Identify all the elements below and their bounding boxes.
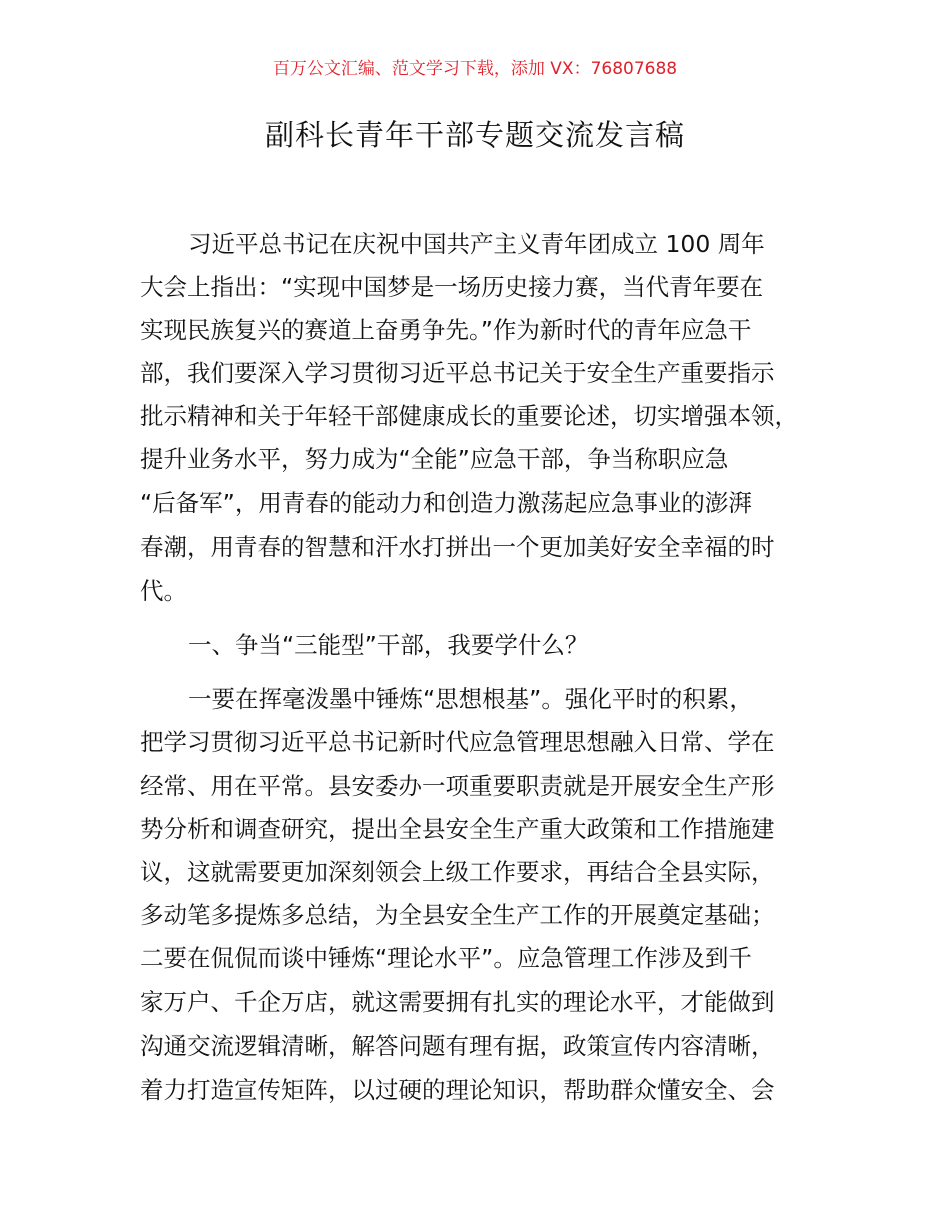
paragraph-intro-line: 代。 [140,577,187,605]
paragraph-section1-line: 沟通交流逻辑清晰，解答问题有理有据，政策宣传内容清晰， [140,1032,775,1060]
paragraph-intro-line: 实现民族复兴的赛道上奋勇争先。”作为新时代的青年应急干 [140,316,752,344]
paragraph-section1-line: 把学习贯彻习近平总书记新时代应急管理思想融入日常、学在 [140,728,775,756]
paragraph-section1-line: 家万户、千企万店，就这需要拥有扎实的理论水平，才能做到 [140,988,775,1016]
paragraph-section1-line: 二要在侃侃而谈中锤炼“理论水平”。应急管理工作涉及到千 [140,944,752,972]
paragraph-intro-line: 提升业务水平，努力成为“全能”应急干部，争当称职应急 [140,445,729,473]
paragraph-intro-line: 春潮，用青春的智慧和汗水打拼出一个更加美好安全幸福的时 [140,533,775,561]
watermark-banner: 百万公文汇编、范文学习下载，添加 VX：76807688 [272,59,678,79]
paragraph-section1-line: 着力打造宣传矩阵，以过硬的理论知识，帮助群众懂安全、会 [140,1076,775,1104]
paragraph-intro-line: 批示精神和关于年轻干部健康成长的重要论述，切实增强本领， [140,402,798,430]
paragraph-intro-line: 大会上指出：“实现中国梦是一场历史接力赛，当代青年要在 [140,273,764,301]
paragraph-intro-line: 部，我们要深入学习贯彻习近平总书记关于安全生产重要指示 [140,359,775,387]
paragraph-intro-line: “后备军”，用青春的能动力和创造力激荡起应急事业的澎湃 [140,489,752,517]
paragraph-section1-line: 经常、用在平常。县安委办一项重要职责就是开展安全生产形 [140,772,775,800]
paragraph-section1-line: 议，这就需要更加深刻领会上级工作要求，再结合全县实际， [140,858,775,886]
paragraph-section1-line: 一要在挥毫泼墨中锤炼“思想根基”。强化平时的积累， [188,685,753,713]
section-heading: 一、争当“三能型”干部，我要学什么？ [188,631,589,659]
paragraph-section1-line: 势分析和调查研究，提出全县安全生产重大政策和工作措施建 [140,815,775,843]
paragraph-section1-line: 多动笔多提炼多总结，为全县安全生产工作的开展奠定基础； [140,901,775,929]
paragraph-intro-line: 习近平总书记在庆祝中国共产主义青年团成立 100 周年 [188,230,765,258]
page-title: 副科长青年干部专题交流发言稿 [264,118,685,152]
